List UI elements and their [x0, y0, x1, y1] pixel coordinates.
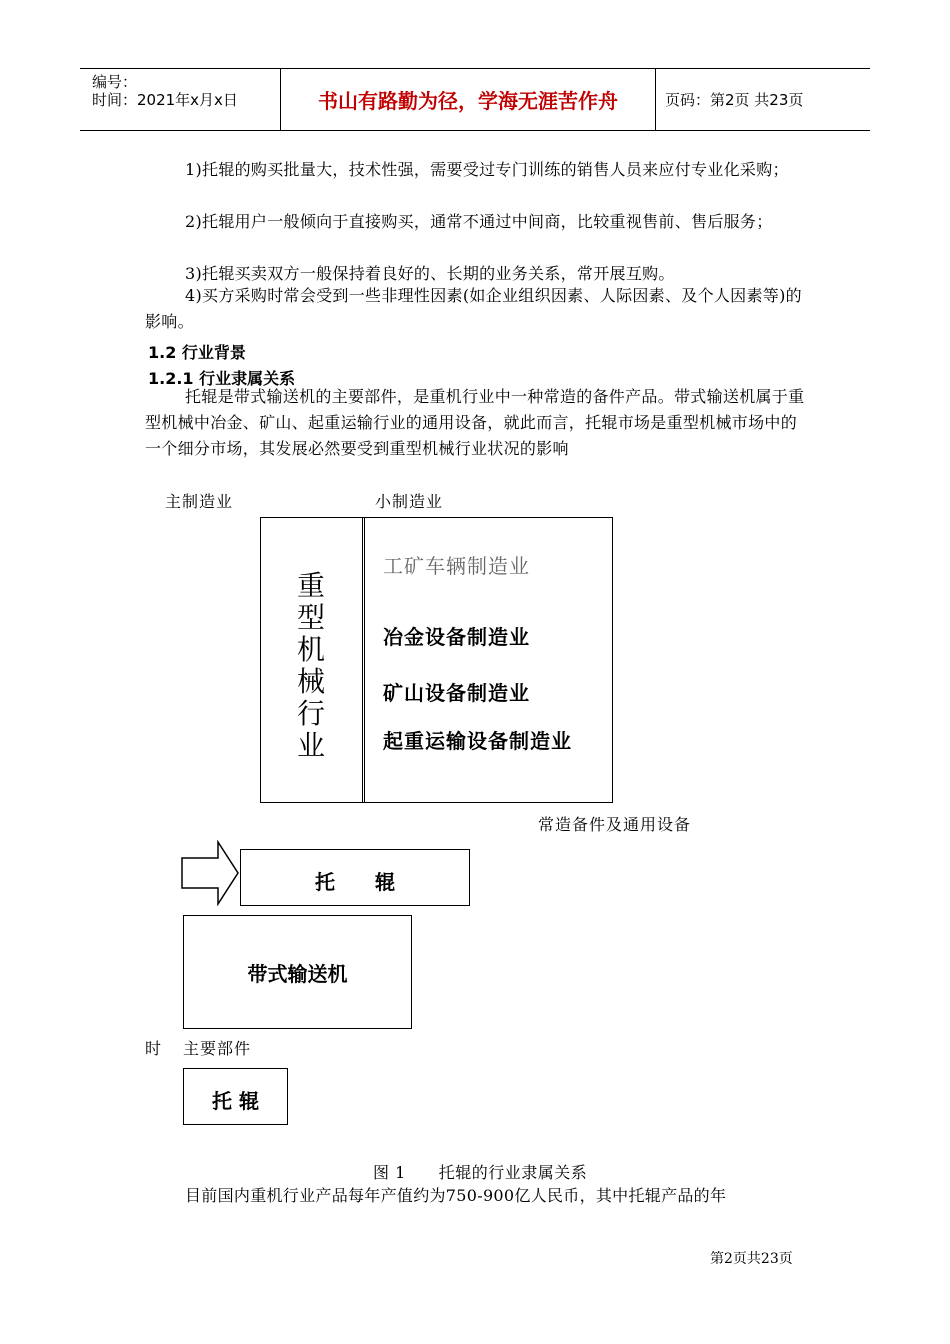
roller-box-1 [240, 849, 470, 906]
header-left-cell [80, 69, 280, 130]
main-industry-char: 行 [296, 697, 325, 730]
list-item-3: 3)托辊买卖双方一般保持着良好的、长期的业务关系，常开展互购。 [185, 264, 675, 283]
header-motto: 书山有路勤为径，学海无涯苦作舟 [318, 89, 618, 113]
page-footer: 第2页共23页 [710, 1251, 793, 1267]
roller-box-2 [183, 1068, 288, 1125]
main-industry-char: 业 [296, 729, 325, 762]
conveyor-box-text: 带式输送机 [247, 962, 348, 986]
document-number-label: 编号： [92, 73, 138, 91]
section-heading: 1.2 行业背景 [148, 343, 246, 362]
header-page-info: 页码：第2页 共23页 [665, 91, 804, 109]
main-industry-char: 械 [296, 665, 325, 698]
main-industry-box [260, 570, 362, 762]
roller-box-2-text: 托 辊 [212, 1089, 259, 1113]
roller-box-1-text: 托 辊 [315, 870, 395, 894]
main-industry-char: 型 [296, 601, 325, 634]
closing-paragraph: 目前国内重机行业产品每年产值约为750-900亿人民币，其中托辊产品的年 [185, 1186, 727, 1205]
list-item-1: 1)托辊的购买批量大，技术性强，需要受过专门训练的销售人员来应付专业化采购； [185, 160, 789, 179]
sub-industry-item: 工矿车辆制造业 [383, 554, 530, 578]
header-middle-cell [280, 69, 656, 130]
conveyor-box [183, 915, 412, 1029]
sub-industry-item: 冶金设备制造业 [383, 625, 530, 649]
page-header [80, 68, 870, 131]
main-industry-char: 重 [296, 569, 325, 602]
label-common-parts: 常造备件及通用设备 [538, 815, 692, 834]
label-time: 时 [145, 1039, 163, 1058]
label-main-industry: 主制造业 [165, 492, 234, 511]
sub-industry-list [365, 517, 613, 803]
subsection-heading: 1.2.1 行业隶属关系 [148, 369, 296, 388]
sub-industry-item: 矿山设备制造业 [383, 681, 530, 705]
main-industry-char: 机 [296, 633, 325, 666]
label-sub-industry: 小制造业 [375, 492, 444, 511]
sub-industry-item: 起重运输设备制造业 [383, 729, 572, 753]
list-item-4: 4)买方采购时常会受到一些非理性因素(如企业组织因素、人际因素、及个人因素等)的影响。 [145, 286, 802, 331]
figure-caption: 图 1 托辊的行业隶属关系 [373, 1163, 588, 1182]
arrow-right-icon [180, 840, 242, 906]
list-item-2: 2)托辊用户一般倾向于直接购买，通常不通过中间商，比较重视售前、售后服务； [185, 212, 773, 231]
document-date: 时间：2021年x月x日 [92, 91, 238, 109]
intro-paragraph: 托辊是带式输送机的主要部件，是重机行业中一种常造的备件产品。带式输送机属于重型机械中冶金、矿山、起重运输行业的通用设备，就此而言，托辊市场是重型机械市场中的一个细分市场，其发展必然要受到重型机械行业状况的影响 [145, 387, 805, 458]
header-right-cell [655, 69, 870, 130]
label-main-parts: 主要部件 [183, 1039, 252, 1058]
